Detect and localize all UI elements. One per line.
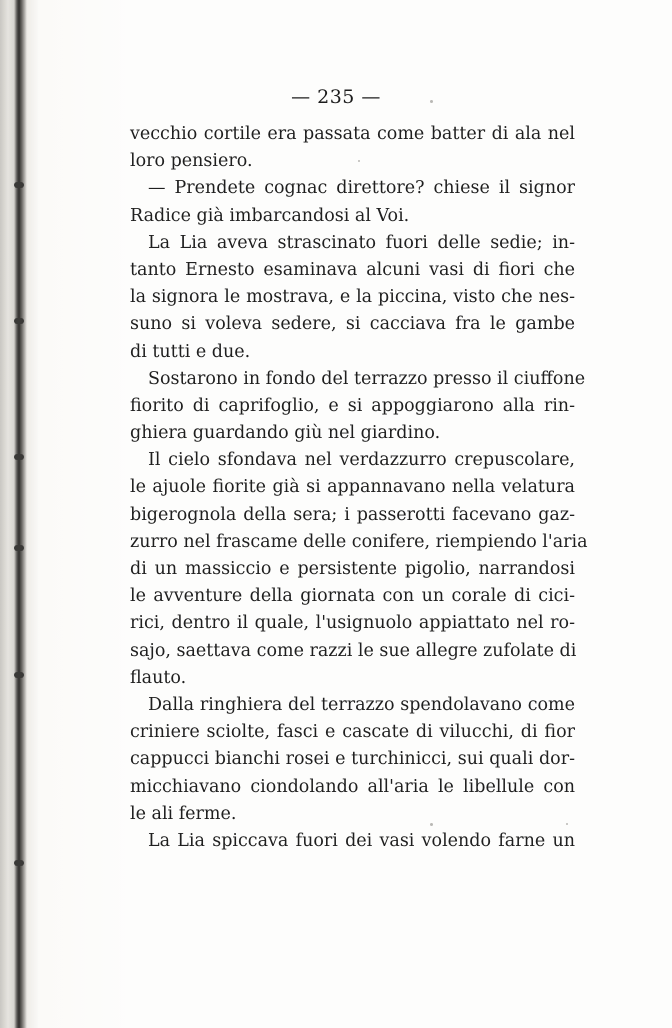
text-line: Sostarono in fondo del terrazzo presso il ciuffone [148, 368, 586, 389]
text-line: cappucci bianchi rosei e turchinicci, sui quali dor- [130, 749, 575, 770]
text-line: bigerognola della sera; i passerotti facevano gaz- [130, 504, 575, 525]
text-line: flauto. [130, 667, 187, 688]
text-line: di un massiccio e persistente pigolio, narrandosi [130, 559, 575, 579]
binding-mark [14, 182, 24, 188]
binding-mark [14, 545, 24, 551]
text-line: La Lia spiccava fuori dei vasi volendo farne un [148, 830, 575, 851]
text-line: la signora le mostrava, e la piccina, visto che nes- [130, 287, 575, 308]
text-line: zurro nel frascame delle conifere, riempiendo l'aria [130, 531, 588, 552]
text-line: ghiera guardando giù nel giardino. [130, 423, 441, 444]
text-line: sajo, saettava come razzi le sue allegre zufolate di [130, 640, 577, 661]
binding-mark [14, 672, 24, 678]
text-line: criniere sciolte, fasci e cascate di vilucchi, di fior [130, 722, 575, 743]
text-line: rici, dentro il quale, l'usignuolo appiattato nel ro- [130, 613, 575, 634]
body-text [130, 121, 588, 855]
text-line: Il cielo sfondava nel verdazzurro crepuscolare, [148, 450, 575, 471]
text-line: le ali ferme. [130, 803, 237, 824]
text-line: — Prendete cognac direttore? chiese il signor [148, 178, 575, 199]
page-binding-edge [0, 0, 38, 1028]
text-line: micchiavano ciondolando all'aria le libellule con [130, 776, 575, 797]
text-line: di tutti e due. [130, 341, 251, 362]
text-line: le ajuole fiorite già si appannavano nella velatura [130, 477, 575, 498]
text-line: vecchio cortile era passata come batter di ala nel [130, 124, 575, 144]
text-line: Dalla ringhiera del terrazzo spendolavano come [148, 694, 575, 715]
text-line: tanto Ernesto esaminava alcuni vasi di fiori che [130, 259, 575, 280]
text-line: suno si voleva sedere, si cacciava fra le gambe [130, 314, 575, 335]
text-line: le avventure della giornata con un corale di cici- [130, 586, 575, 607]
binding-mark [14, 860, 24, 866]
binding-mark [14, 454, 24, 460]
text-line: fiorito di caprifoglio, e si appoggiarono alla rin- [130, 395, 575, 416]
text-line: loro pensiero. [130, 151, 253, 172]
text-line: Radice già imbarcandosi al Voi. [130, 205, 410, 226]
binding-mark [14, 318, 24, 324]
page-number: — 235 — [291, 86, 381, 108]
text-line: La Lia aveva strascinato fuori delle sedie; in- [148, 232, 575, 253]
